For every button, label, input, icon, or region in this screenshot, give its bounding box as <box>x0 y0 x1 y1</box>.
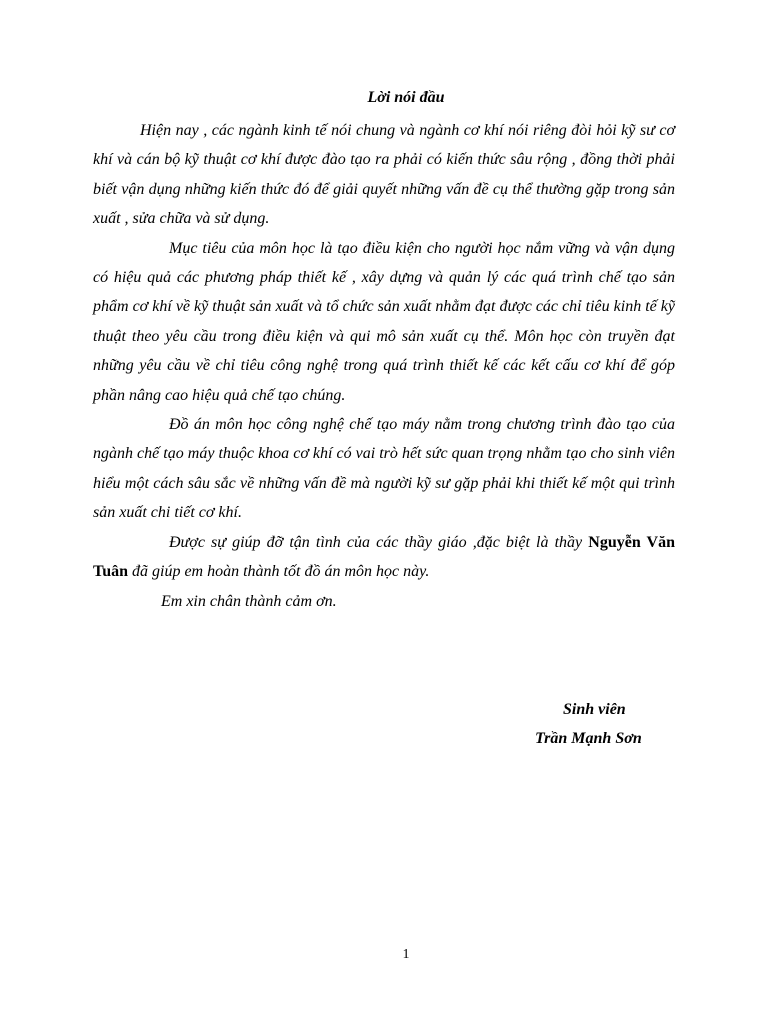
document-body <box>93 116 675 616</box>
paragraph-acknowledgement <box>93 528 675 587</box>
paragraph-thanks: Em xin chân thành cảm ơn. <box>161 592 337 610</box>
acknowledgement-text-after: đã giúp em hoàn thành tốt đồ án môn học này. <box>128 563 430 581</box>
page-number: 1 <box>402 947 410 962</box>
paragraph-project: Đồ án môn học công nghệ chế tạo máy nằm trong chương trình đào tạo của ngành chế tạo máy thuộc khoa cơ khí có vai trò hết sức quan trọng nhằm tạo cho sinh viên hiểu một cách sâu sắc về những vấn đề mà người kỹ sư gặp phải khi thiết kế một qui trình sản xuất chi tiết cơ khí. <box>93 416 675 522</box>
paragraph-course-goal: Mục tiêu của môn học là tạo điều kiện cho người học nắm vững và vận dụng có hiệu quả các phương pháp thiết kế , xây dựng và quản lý các quá trình chế tạo sản phẩm cơ khí về kỹ thuật sản xuất và tổ chức sản xuất nhằm đạt được các chỉ tiêu kinh tế kỹ thuật theo yêu cầu trong điều kiện và qui mô sản xuất cụ thể. Môn học còn truyền đạt những yêu cầu về chỉ tiêu công nghệ trong quá trình thiết kế các kết cấu cơ khí để góp phần nâng cao hiệu quả chế tạo chúng. <box>93 239 675 404</box>
paragraph-intro: Hiện nay , các ngành kinh tế nói chung và ngành cơ khí nói riêng đòi hỏi kỹ sư cơ khí và cán bộ kỹ thuật cơ khí được đào tạo ra phải có kiến thức sâu rộng , đồng thời phải biết vận dụng những kiến thức đó để giải quyết những vấn đề cụ thể thường gặp trong sản xuất , sửa chữa và sử dụng. <box>93 122 675 228</box>
signature-role: Sinh viên <box>563 701 626 718</box>
advisor-name: Nguyễn Văn Tuân <box>93 533 676 581</box>
signature-name: Trần Mạnh Sơn <box>535 730 642 747</box>
acknowledgement-text-before: Được sự giúp đỡ tận tình của các thầy giáo ,đặc biệt là thầy <box>169 533 589 551</box>
document-title: Lời nói đầu <box>367 89 445 106</box>
